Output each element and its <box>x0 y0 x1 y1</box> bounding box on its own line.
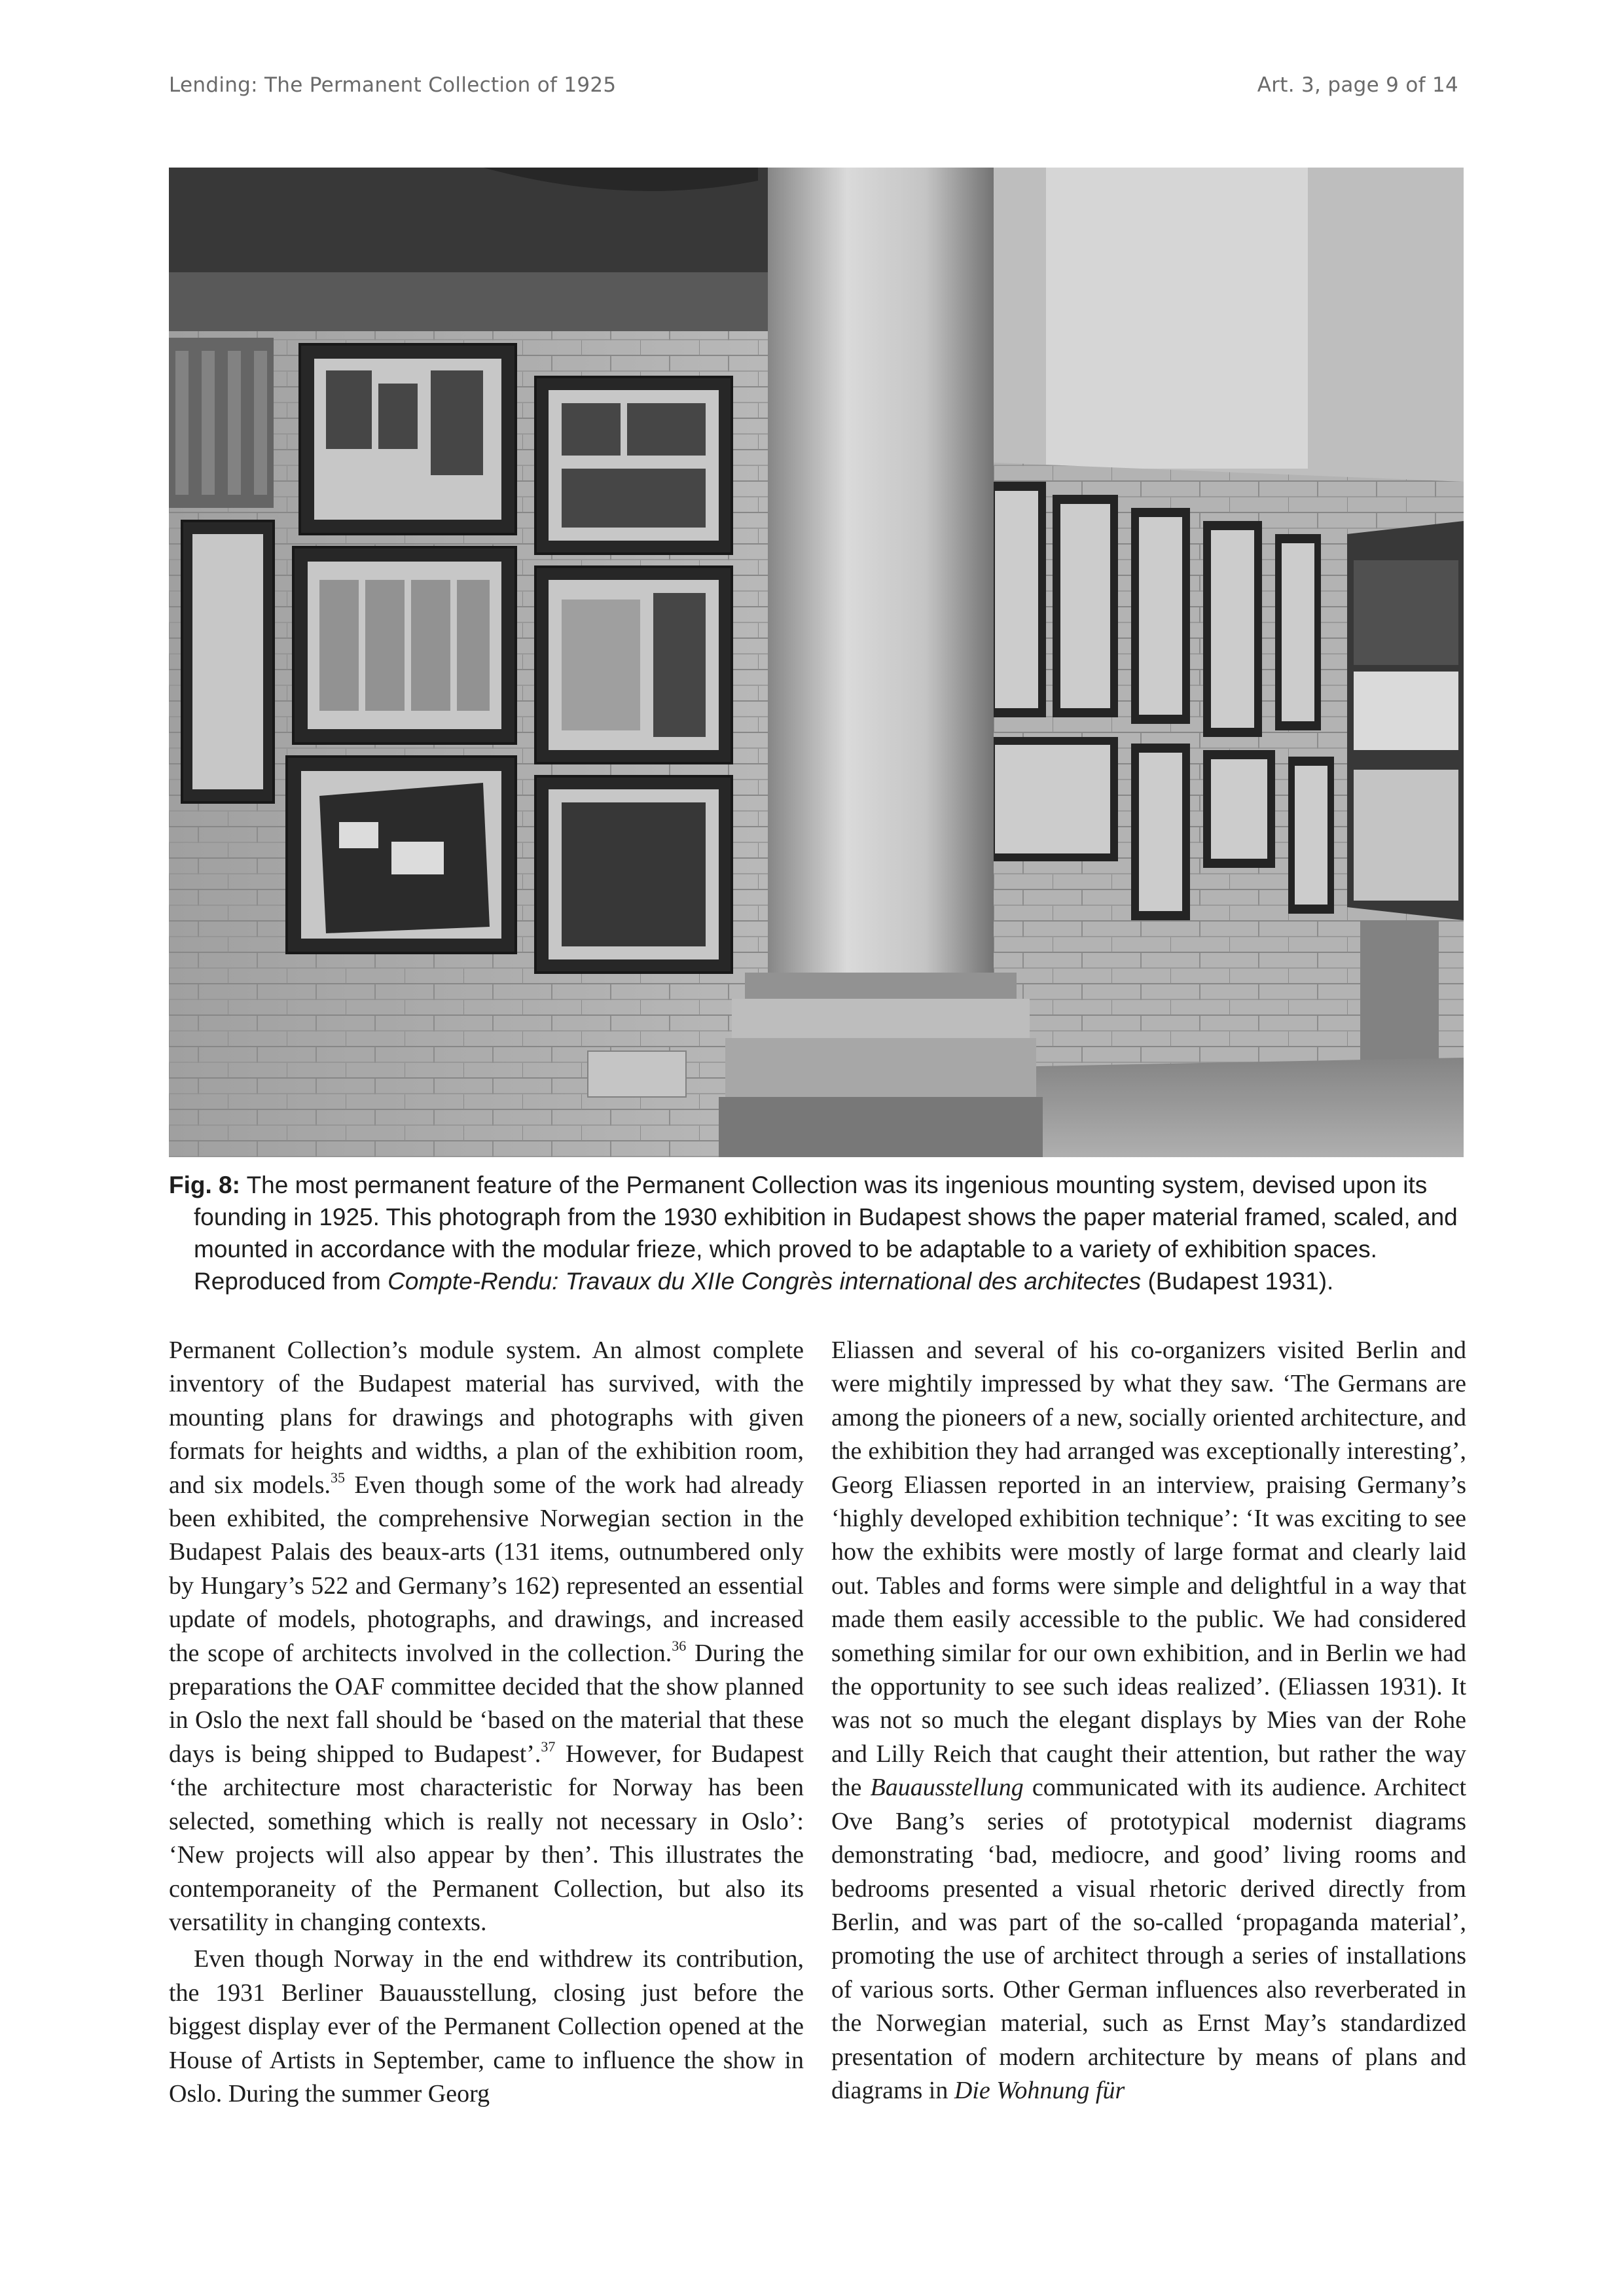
running-head-title: Lending: The Permanent Collection of 1925 <box>169 73 617 97</box>
caption-part-a: The most permanent feature of the Permanent Collection was its ingenious mounting system, devised upon its founding in 1925. This photograph from the 1930 exhibition in Budapest shows the paper material framed, scaled, and mounted in accordance with the modular frieze, which proved to be adaptable to a variety of exhibition spaces. Reproduced from <box>194 1172 1458 1295</box>
figure-caption <box>169 1169 1464 1297</box>
caption-part-b: (Budapest 1931). <box>1141 1268 1334 1295</box>
footnote-ref-36[interactable]: 36 <box>672 1637 687 1654</box>
paragraph-text: However, for Budapest ‘the architecture most characteristic for Norway has been selected, something which is really not necessary in Oslo’: ‘New projects will also appear by then’. This illustrates the contemporaneity of the Permanent Collection, but also its versatility in changing contexts. <box>169 1740 804 1936</box>
running-head <box>169 73 1458 105</box>
caption-source-title: Compte-Rendu: Travaux du XIIe Congrès international des architectes <box>388 1268 1142 1295</box>
body-column-left <box>169 1334 804 2114</box>
footnote-ref-37[interactable]: 37 <box>541 1738 556 1755</box>
paragraph-text: Permanent Collection’s module system. An almost complete inventory of the Budapest material has survived, with the mounting plans for drawings and photographs with given formats for heights and widths, a plan of the exhibition room, and six models. <box>169 1336 804 1499</box>
paragraph-text: During the preparations the OAF committee decided that the show planned in Oslo the next fall should be ‘based on the material that these days is being shipped to Budapest’. <box>169 1639 804 1768</box>
running-head-page-number: Art. 3, page 9 of 14 <box>1257 73 1458 97</box>
footnote-ref-35[interactable]: 35 <box>331 1469 346 1486</box>
paragraph <box>831 1334 1466 2108</box>
paragraph <box>169 1334 804 1939</box>
exhibition-photo <box>169 168 1464 1157</box>
figure-photograph <box>169 168 1464 1157</box>
body-column-right <box>831 1334 1466 2111</box>
figure-label: Fig. 8: <box>169 1172 240 1198</box>
paragraph: Even though Norway in the end withdrew its contribution, the 1931 Berliner Bauausstellung, closing just before the biggest display ever of the Permanent Collection opened at the House of Artists in September, came to influence the show in Oslo. During the summer Georg <box>169 1945 804 2108</box>
figure-caption-text <box>169 1169 1464 1297</box>
emphasis-bauausstellung: Bauausstellung <box>870 1774 1024 1802</box>
emphasis-die-wohnung: Die Wohnung für <box>954 2076 1125 2104</box>
paragraph-text: communicated with its audience. Architect Ove Bang’s series of prototypical modernist diagrams demonstrating ‘bad, mediocre, and good’ living rooms and bedrooms presented a visual rhetoric derived directly from Berlin, and was part of the so-called ‘propaganda material’, promoting the use of architect through a series of installations of various sorts. Other German influences also reverberated in the Norwegian material, such as Ernst May’s standardized presentation of modern architecture by means of plans and diagrams in <box>831 1774 1466 2104</box>
paragraph-text: Eliassen and several of his co-organizers visited Berlin and were mightily impressed by what they saw. ‘The Germans are among the pioneers of a new, socially oriented architecture, and the exhibition they had arranged was exceptionally interesting’, Georg Eliassen reported in an interview, praising Germany’s ‘highly developed exhibition technique’: ‘It was exciting to see how the exhibits were mostly of large format and clearly laid out. Tables and forms were simple and delightful in a way that made them easily accessible to the public. We had considered something similar for our own exhibition, and in Berlin we had the opportunity to see such ideas realized’. (Eliassen 1931). It was not so much the elegant displays by Mies van der Rohe and Lilly Reich that caught their attention, but rather the way the <box>831 1336 1466 1802</box>
paragraph-text: Even though some of the work had already been exhibited, the comprehensive Norwegian section in the Budapest Palais des beaux-arts (131 items, outnumbered only by Hungary’s 522 and Germany’s 162) represented an essential update of models, photographs, and drawings, and increased the scope of architects involved in the collection. <box>169 1471 804 1667</box>
